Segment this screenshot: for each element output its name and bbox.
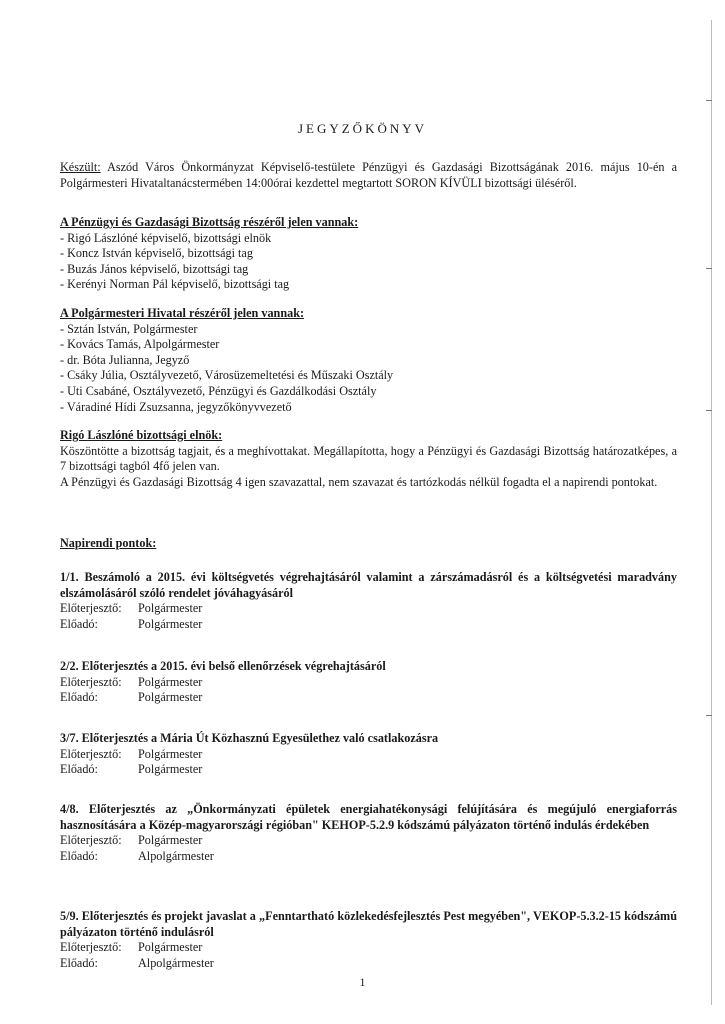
list-item: - Uti Csabáné, Osztályvezető, Pénzügyi és Gazdálkodási Osztály (60, 383, 377, 398)
agenda-item-title: 4/8. Előterjesztés az „Önkormányzati épületek energiahatékonysági felújítására és megújuló energiaforrás hasznosítására a Közép-magyarországi régióban" KEHOP-5.2.9 kódszámú pályázaton történő indulás érdekében (60, 802, 677, 832)
presenter-value: Alpolgármester (138, 848, 214, 863)
agenda-item (60, 570, 677, 632)
submitter-value: Polgármester (138, 746, 203, 761)
list-item: - Rigó Lászlóné képviselő, bizottsági elnök (60, 230, 272, 245)
submitter-value: Polgármester (138, 674, 203, 689)
list-item: - dr. Bóta Julianna, Jegyző (60, 352, 190, 367)
committee-heading: A Pénzügyi és Gazdasági Bizottság részéről jelen vannak: (60, 215, 359, 229)
scan-edge-mark (706, 100, 712, 101)
list-item: - Kerényi Norman Pál képviselő, bizottsági tag (60, 277, 290, 292)
scan-edge-mark (706, 715, 712, 716)
submitter-label: Előterjesztő: (60, 940, 122, 955)
scan-edge-line (711, 20, 712, 1005)
submitter-label: Előterjesztő: (60, 674, 122, 689)
list-item: - Kovács Tamás, Alpolgármester (60, 337, 220, 352)
chair-heading: Rigó Lászlóné bizottsági elnök: (60, 428, 223, 442)
agenda-item (60, 909, 677, 971)
office-heading: A Polgármesteri Hivatal részéről jelen vannak: (60, 306, 305, 320)
presenter-label: Előadó: (60, 848, 98, 863)
presenter-value: Polgármester (138, 762, 203, 777)
agenda-item (60, 731, 677, 778)
intro-text: Aszód Város Önkormányzat Képviselő-testülete Pénzügyi és Gazdasági Bizottságának 2016. május 10-én a Polgármesteri Hivataltanácstermében 14:00órai kezdettel megtartott SORON KÍVÜLI bizottsági üléséről. (60, 160, 677, 190)
scan-edge-mark (706, 410, 712, 411)
presenter-value: Polgármester (138, 690, 203, 705)
list-item: - Koncz István képviselő, bizottsági tag (60, 246, 253, 261)
chair-text: Köszöntötte a bizottság tagjait, és a meghívottakat. Megállapította, hogy a Pénzügyi és Gazdasági Bizottság határozatképes, a 7 bizottsági tagból 4fő jelen van. (60, 443, 677, 474)
list-item: - Csáky Júlia, Osztályvezető, Városüzemeltetési és Műszaki Osztály (60, 368, 394, 383)
agenda-item-title: 2/2. Előterjesztés a 2015. évi belső ellenőrzések végrehajtásáról (60, 659, 386, 673)
chair-section (60, 428, 677, 490)
office-section (60, 306, 677, 415)
list-item: - Váradiné Hídi Zsuzsanna, jegyzőkönyvvezető (60, 399, 292, 414)
agenda-section (60, 536, 677, 552)
presenter-label: Előadó: (60, 762, 98, 777)
document-title: JEGYZŐKÖNYV (297, 121, 428, 136)
agenda-item-title: 1/1. Beszámoló a 2015. évi költségvetés végrehajtásáról valamint a zárszámadásról és a költségvetési maradvány elszámolásáról szóló rendelet jóváhagyásáról (60, 570, 677, 600)
agenda-item-title: 5/9. Előterjesztés és projekt javaslat a „Fenntartható közlekedésfejlesztés Pest megyében", VEKOP-5.3.2-15 kódszámú pályázaton történő indulásról (60, 909, 677, 939)
agenda-item-title: 3/7. Előterjesztés a Mária Út Közhasznú Egyesülethez való csatlakozásra (60, 731, 439, 745)
presenter-value: Polgármester (138, 616, 203, 631)
list-item: - Sztán István, Polgármester (60, 321, 198, 336)
chair-vote-text: A Pénzügyi és Gazdasági Bizottság 4 igen szavazattal, nem szavazat és tartózkodás nélkül fogadta el a napirendi pontokat. (60, 474, 658, 489)
submitter-value: Polgármester (138, 833, 203, 848)
submitter-label: Előterjesztő: (60, 746, 122, 761)
submitter-value: Polgármester (138, 940, 203, 955)
agenda-item (60, 802, 677, 864)
agenda-item (60, 659, 677, 706)
intro-label: Készült: (60, 160, 101, 174)
committee-section (60, 215, 677, 293)
intro-paragraph (60, 160, 677, 191)
presenter-label: Előadó: (60, 955, 98, 970)
submitter-label: Előterjesztő: (60, 833, 122, 848)
presenter-label: Előadó: (60, 616, 98, 631)
list-item: - Buzás János képviselő, bizottsági tag (60, 261, 249, 276)
submitter-label: Előterjesztő: (60, 601, 122, 616)
agenda-heading: Napirendi pontok: (60, 536, 157, 550)
submitter-value: Polgármester (138, 601, 203, 616)
presenter-value: Alpolgármester (138, 955, 214, 970)
presenter-label: Előadó: (60, 690, 98, 705)
scan-edge-mark (706, 268, 712, 269)
page-number: 1 (359, 975, 366, 989)
